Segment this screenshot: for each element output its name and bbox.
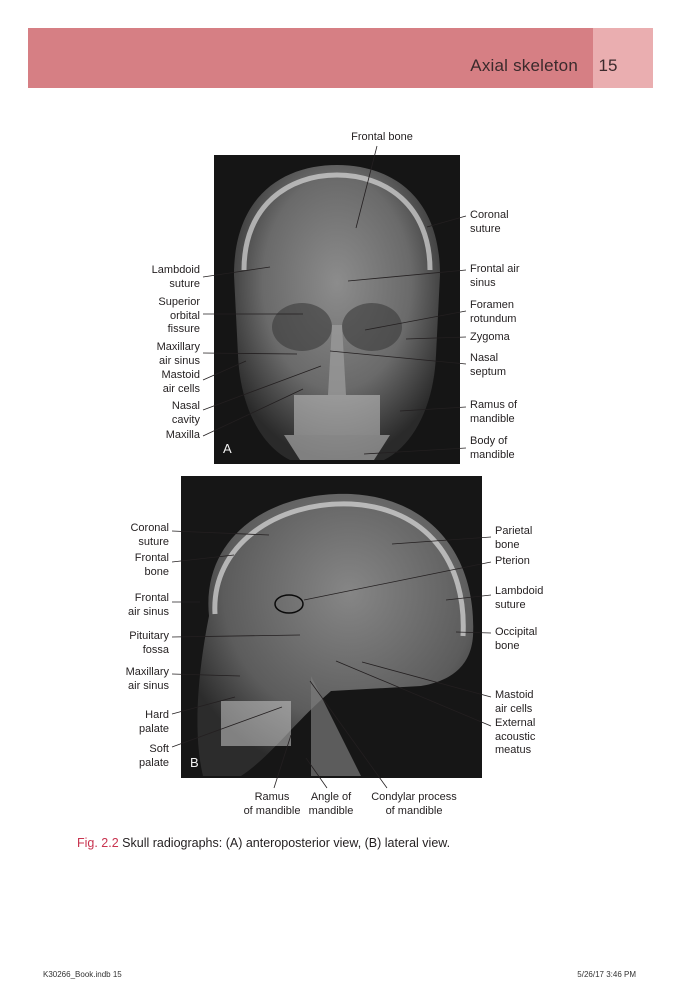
label-a-maxillary-air-sinus: Maxillary air sinus — [156, 341, 200, 367]
page-number: 15 — [598, 56, 618, 75]
label-b-mastoid-air-cells: Mastoid air cells — [495, 689, 534, 715]
label-a-superior-orbital-fissure: Superior orbital fissure — [158, 296, 200, 335]
label-b-external-acoustic-meatus: External acoustic meatus — [495, 717, 536, 756]
chapter-title: Axial skeleton — [470, 56, 578, 75]
label-a-ramus-of-mandible: Ramus of mandible — [470, 399, 518, 425]
label-b-pterion: Pterion — [495, 555, 530, 567]
radiograph-ap-view — [214, 155, 460, 464]
panel-letter-b: B — [190, 755, 199, 770]
label-a-zygoma: Zygoma — [470, 331, 510, 343]
label-b-parietal-bone: Parietal bone — [495, 525, 533, 551]
label-a-body-of-mandible: Body of mandible — [470, 435, 515, 461]
radiograph-lateral-view — [181, 476, 482, 778]
panel-letter-a: A — [223, 441, 232, 456]
figure-reference: Fig. 2.2 — [77, 836, 119, 850]
label-b-frontal-bone: Frontal bone — [134, 552, 169, 578]
label-a-mastoid-air-cells: Mastoid air cells — [161, 369, 200, 395]
lateral-skull-image — [181, 476, 482, 778]
label-b-pituitary-fossa: Pituitary fossa — [129, 630, 169, 656]
label-a-coronal-suture: Coronal suture — [470, 209, 509, 235]
label-a-frontal-bone: Frontal bone — [351, 131, 413, 143]
label-b-coronal-suture: Coronal suture — [130, 522, 169, 548]
label-b-lambdoid-suture: Lambdoid suture — [495, 585, 544, 611]
label-b-occipital-bone: Occipital bone — [495, 626, 538, 652]
caption-text: Skull radiographs: (A) anteroposterior view, (B) lateral view. — [118, 836, 451, 850]
footer-timestamp: 5/26/17 3:46 PM — [577, 970, 636, 979]
label-a-nasal-septum: Nasal septum — [470, 352, 507, 378]
label-b-soft-palate: Soft palate — [139, 743, 169, 769]
label-a-lambdoid-suture: Lambdoid suture — [151, 264, 200, 290]
ap-skull-image — [214, 155, 460, 464]
label-b-condylar-process: Condylar process of mandible — [371, 791, 457, 817]
label-b-angle-of-mandible: Angle of mandible — [308, 791, 354, 817]
footer-file-info: K30266_Book.indb 15 — [43, 970, 122, 979]
label-b-frontal-air-sinus: Frontal air sinus — [128, 592, 169, 618]
label-a-frontal-air-sinus: Frontal air sinus — [470, 263, 520, 289]
label-a-maxilla: Maxilla — [165, 429, 200, 441]
label-b-maxillary-air-sinus: Maxillary air sinus — [125, 666, 169, 692]
label-b-hard-palate: Hard palate — [139, 709, 169, 735]
figure-caption — [77, 836, 450, 850]
label-a-foramen-rotundum: Foramen rotundum — [470, 299, 517, 325]
label-b-ramus-of-mandible: Ramus of mandible — [243, 791, 301, 817]
label-a-nasal-cavity: Nasal cavity — [171, 400, 200, 426]
